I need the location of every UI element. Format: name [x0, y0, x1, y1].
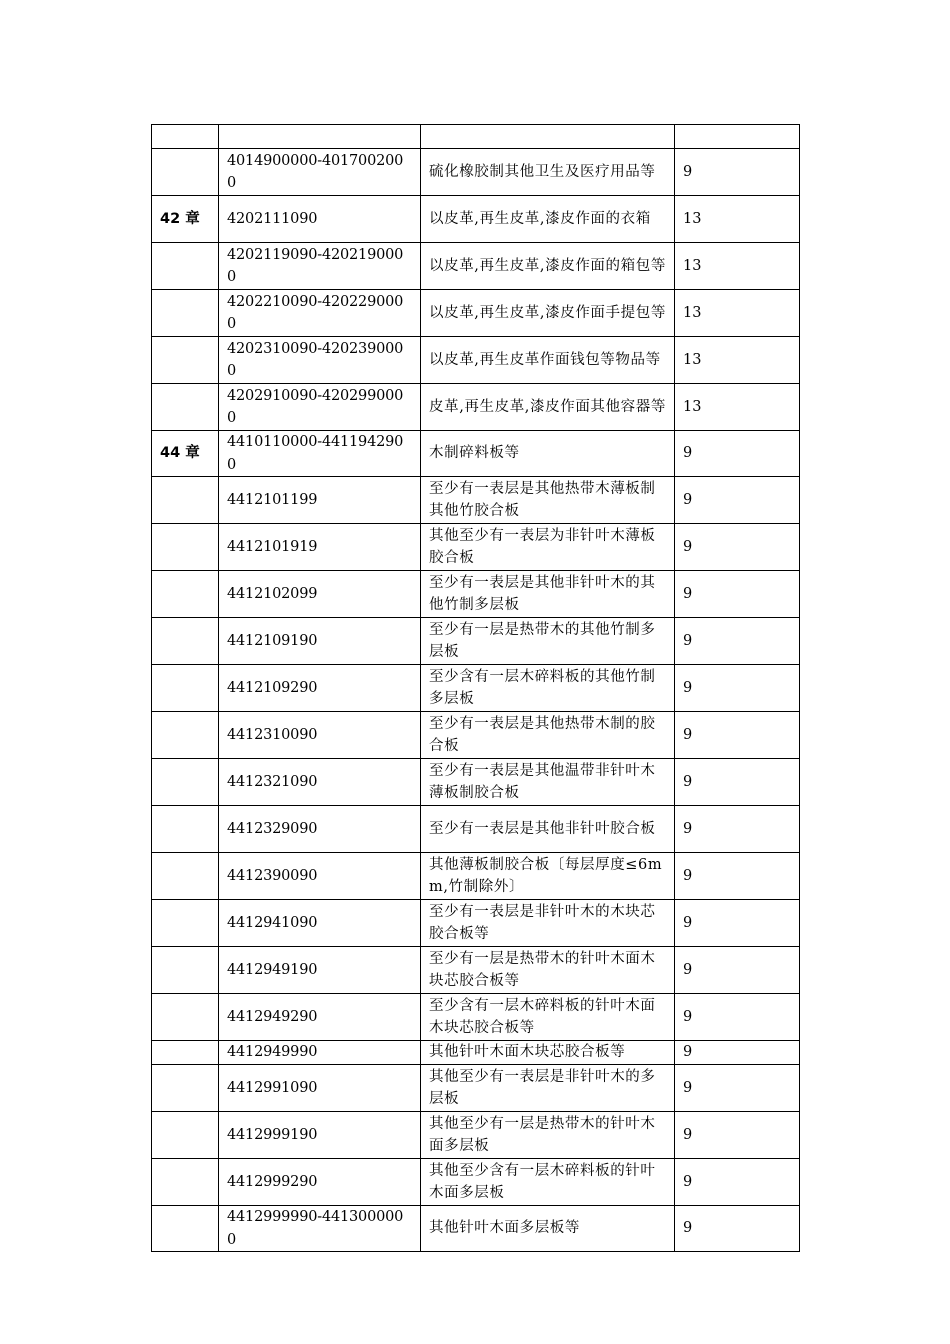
table-row	[152, 853, 800, 900]
rebate-rate-cell	[675, 125, 800, 149]
rebate-rate-cell: 9	[675, 431, 800, 477]
table-row	[152, 806, 800, 853]
table-row	[152, 994, 800, 1041]
hs-code-cell: 4412109190	[219, 618, 421, 665]
description-cell: 至少有一表层是其他非针叶木的其他竹制多层板	[421, 571, 675, 618]
table-row	[152, 1041, 800, 1065]
description-cell: 至少含有一层木碎料板的其他竹制多层板	[421, 665, 675, 712]
description-cell: 至少有一表层是其他非针叶胶合板	[421, 806, 675, 853]
table-row	[152, 712, 800, 759]
hs-code-cell: 4412949190	[219, 947, 421, 994]
description-cell: 至少有一层是热带木的其他竹制多层板	[421, 618, 675, 665]
description-cell	[421, 125, 675, 149]
chapter-cell	[152, 243, 219, 290]
table-row	[152, 125, 800, 149]
chapter-cell	[152, 524, 219, 571]
chapter-cell: 42 章	[152, 196, 219, 243]
table-row	[152, 196, 800, 243]
description-cell: 至少有一表层是其他热带木薄板制其他竹胶合板	[421, 477, 675, 524]
rebate-rate-cell: 9	[675, 149, 800, 196]
description-cell: 至少有一层是热带木的针叶木面木块芯胶合板等	[421, 947, 675, 994]
description-cell: 其他薄板制胶合板〔每层厚度≤6mm,竹制除外〕	[421, 853, 675, 900]
rebate-rate-cell: 13	[675, 290, 800, 337]
rebate-rate-cell: 9	[675, 1041, 800, 1065]
chapter-cell	[152, 665, 219, 712]
chapter-cell	[152, 900, 219, 947]
hs-code-cell: 4410110000-4411942900	[219, 431, 421, 477]
chapter-cell	[152, 1065, 219, 1112]
rebate-rate-cell: 9	[675, 759, 800, 806]
hs-code-cell: 4412102099	[219, 571, 421, 618]
table-row	[152, 665, 800, 712]
chapter-cell	[152, 994, 219, 1041]
description-cell: 以皮革,再生皮革作面钱包等物品等	[421, 337, 675, 384]
chapter-cell	[152, 477, 219, 524]
description-cell: 至少有一表层是其他温带非针叶木薄板制胶合板	[421, 759, 675, 806]
rebate-rate-cell: 9	[675, 806, 800, 853]
rebate-rate-cell: 13	[675, 384, 800, 431]
chapter-cell	[152, 806, 219, 853]
hs-code-cell: 4412101919	[219, 524, 421, 571]
description-cell: 至少有一表层是非针叶木的木块芯胶合板等	[421, 900, 675, 947]
description-cell: 其他至少有一表层是非针叶木的多层板	[421, 1065, 675, 1112]
description-cell: 其他针叶木面多层板等	[421, 1206, 675, 1252]
hs-code-cell: 4412321090	[219, 759, 421, 806]
rebate-rate-cell: 9	[675, 712, 800, 759]
table-row	[152, 243, 800, 290]
chapter-cell	[152, 853, 219, 900]
hs-code-cell: 4412999290	[219, 1159, 421, 1206]
hs-code-cell: 4202111090	[219, 196, 421, 243]
chapter-cell	[152, 149, 219, 196]
table-row	[152, 524, 800, 571]
table-row	[152, 1206, 800, 1252]
description-cell: 其他至少含有一层木碎料板的针叶木面多层板	[421, 1159, 675, 1206]
chapter-cell	[152, 337, 219, 384]
hs-code-cell: 4202910090-4202990000	[219, 384, 421, 431]
table-row	[152, 477, 800, 524]
chapter-cell	[152, 125, 219, 149]
description-cell: 其他至少有一表层为非针叶木薄板胶合板	[421, 524, 675, 571]
table-body	[152, 125, 800, 1252]
chapter-cell	[152, 1112, 219, 1159]
hs-code-cell: 4412329090	[219, 806, 421, 853]
chapter-cell	[152, 290, 219, 337]
chapter-cell	[152, 571, 219, 618]
rebate-rate-cell: 9	[675, 994, 800, 1041]
hs-code-cell: 4412999190	[219, 1112, 421, 1159]
rebate-rate-cell: 9	[675, 1112, 800, 1159]
chapter-cell	[152, 947, 219, 994]
table-row	[152, 337, 800, 384]
hs-code-cell: 4412949990	[219, 1041, 421, 1065]
table-row	[152, 1112, 800, 1159]
description-cell: 以皮革,再生皮革,漆皮作面手提包等	[421, 290, 675, 337]
description-cell: 硫化橡胶制其他卫生及医疗用品等	[421, 149, 675, 196]
table-row	[152, 900, 800, 947]
rebate-rate-cell: 13	[675, 196, 800, 243]
description-cell: 至少含有一层木碎料板的针叶木面木块芯胶合板等	[421, 994, 675, 1041]
table-row	[152, 571, 800, 618]
rebate-rate-cell: 9	[675, 571, 800, 618]
table-row	[152, 1065, 800, 1112]
rebate-rate-cell: 9	[675, 1206, 800, 1252]
rebate-rate-cell: 9	[675, 665, 800, 712]
table-row	[152, 1159, 800, 1206]
hs-code-cell: 4014900000-4017002000	[219, 149, 421, 196]
hs-code-cell	[219, 125, 421, 149]
chapter-cell	[152, 712, 219, 759]
chapter-cell	[152, 1159, 219, 1206]
description-cell: 至少有一表层是其他热带木制的胶合板	[421, 712, 675, 759]
hs-code-cell: 4412390090	[219, 853, 421, 900]
hs-code-cell: 4202210090-4202290000	[219, 290, 421, 337]
description-cell: 以皮革,再生皮革,漆皮作面的衣箱	[421, 196, 675, 243]
rebate-rate-cell: 13	[675, 243, 800, 290]
hs-code-cell: 4202310090-4202390000	[219, 337, 421, 384]
description-cell: 其他至少有一层是热带木的针叶木面多层板	[421, 1112, 675, 1159]
hs-code-cell: 4412999990-4413000000	[219, 1206, 421, 1252]
chapter-cell	[152, 759, 219, 806]
hs-code-cell: 4412941090	[219, 900, 421, 947]
rebate-rate-cell: 9	[675, 618, 800, 665]
table-row	[152, 290, 800, 337]
hs-code-cell: 4412109290	[219, 665, 421, 712]
description-cell: 以皮革,再生皮革,漆皮作面的箱包等	[421, 243, 675, 290]
rebate-rate-cell: 9	[675, 477, 800, 524]
rebate-rate-cell: 13	[675, 337, 800, 384]
description-cell: 木制碎料板等	[421, 431, 675, 477]
chapter-cell	[152, 1041, 219, 1065]
table-row	[152, 759, 800, 806]
rebate-rate-cell: 9	[675, 1065, 800, 1112]
tariff-table	[151, 124, 800, 1252]
rebate-rate-cell: 9	[675, 1159, 800, 1206]
table-row	[152, 947, 800, 994]
hs-code-cell: 4412101199	[219, 477, 421, 524]
table-row	[152, 149, 800, 196]
rebate-rate-cell: 9	[675, 524, 800, 571]
rebate-rate-cell: 9	[675, 853, 800, 900]
table-row	[152, 431, 800, 477]
description-cell: 其他针叶木面木块芯胶合板等	[421, 1041, 675, 1065]
description-cell: 皮革,再生皮革,漆皮作面其他容器等	[421, 384, 675, 431]
table-row	[152, 618, 800, 665]
table-row	[152, 384, 800, 431]
hs-code-cell: 4412949290	[219, 994, 421, 1041]
chapter-cell	[152, 1206, 219, 1252]
chapter-cell	[152, 384, 219, 431]
chapter-cell	[152, 618, 219, 665]
rebate-rate-cell: 9	[675, 947, 800, 994]
hs-code-cell: 4412310090	[219, 712, 421, 759]
hs-code-cell: 4412991090	[219, 1065, 421, 1112]
hs-code-cell: 4202119090-4202190000	[219, 243, 421, 290]
chapter-cell: 44 章	[152, 431, 219, 477]
rebate-rate-cell: 9	[675, 900, 800, 947]
